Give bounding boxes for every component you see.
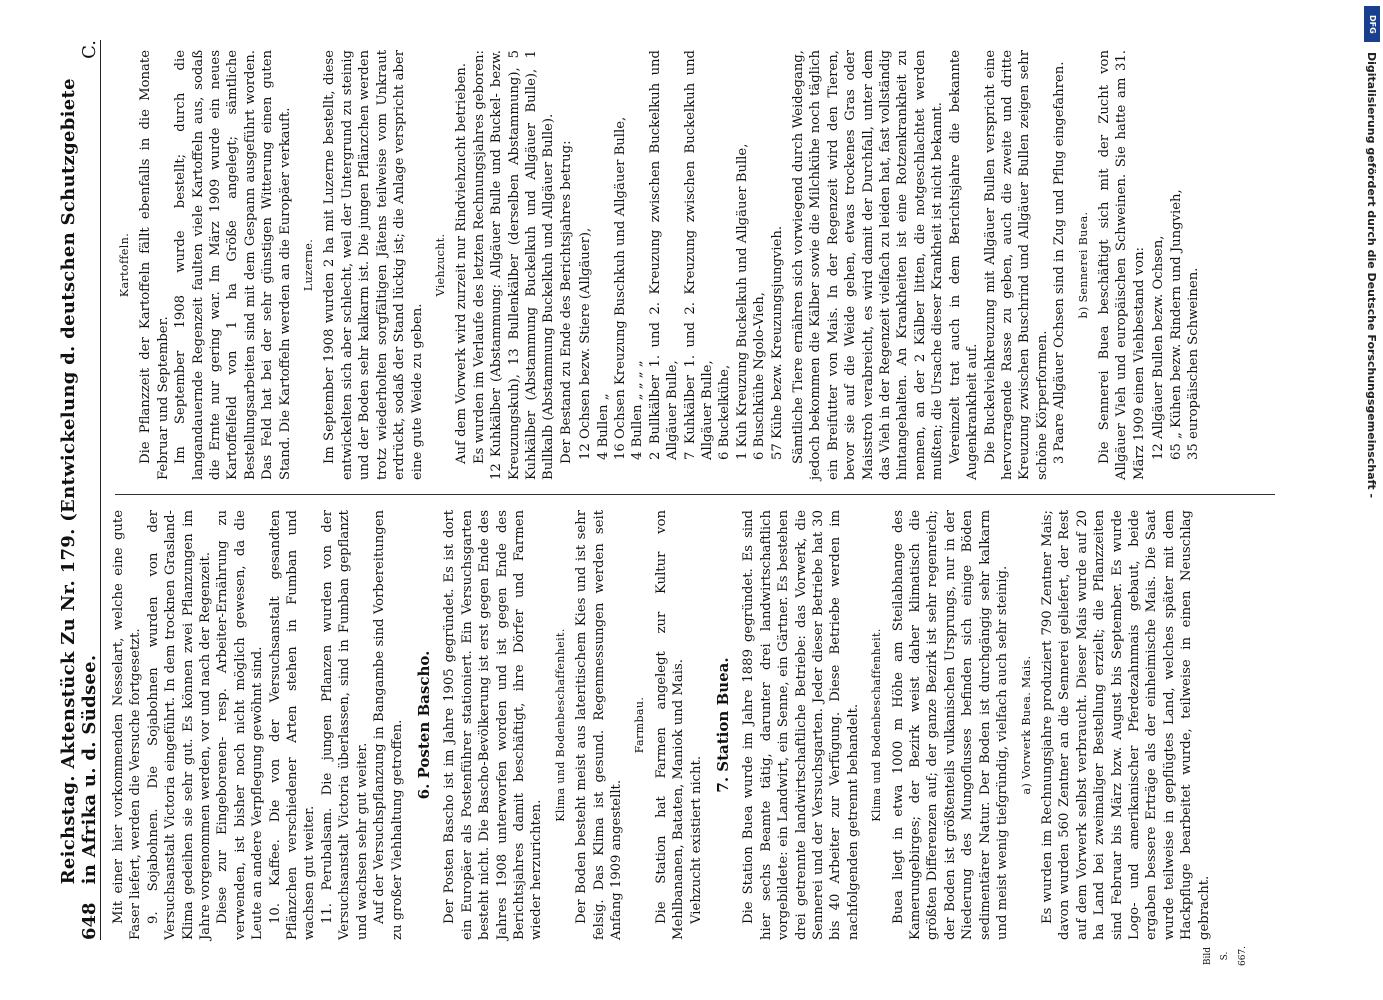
list-item: 16 Ochsen Kreuzung Buschkuh und Allgäuer Bulle, (612, 116, 628, 460)
subheading: Klima und Bodenbeschaffenheit. (870, 628, 884, 822)
paragraph: Vereinzelt trat auch in dem Berichtsjahre die bekannte Augenkrankheit auf. (947, 50, 981, 480)
section-heading: 6. Posten Bascho. (414, 650, 433, 800)
list-item: 7 Kuhkälber 1. und 2. Kreuzung zwischen Buckelkuh und Allgäuer Bulle, (682, 50, 715, 460)
paragraph: Die Station Buea wurde im Jahre 1889 gegründet. Es sind hier sechs Beamte tätig, darunter drei landwirtschaftlich vorgebildete: ein Landwirt, ein Senne, ein Gärtner. Es bestehen drei getrennte landwirtschaftliche Betriebe: das Vorwerk, die Sennerei und der Versuchsgarten. Jeder dieser Betriebe hat 30 bis 40 Arbeiter zur Verfügung. Diese Betriebe werden im nachfolgenden getrennt behandelt. (741, 510, 861, 940)
paragraph: Auf der Versuchspflanzung in Bangambe sind Vorbereitungen zu großer Viehhaltung getroffen. (372, 510, 405, 940)
subheading: a) Vorwerk Buea. Mais. (1019, 655, 1033, 795)
digitization-note (1362, 8, 1380, 992)
list-item: 6 Buschkühe Ngolo-Vieh, (752, 292, 768, 460)
paragraph: Der Posten Bascho ist im Jahre 1905 gegründet. Es ist dort ein Europäer als Postenführer stationiert. Ein Versuchsgarten besteht nicht. Die Bascho-Bevölkerung ist erst gegen Ende des Jahres 1908 unterworfen worden und ist gegen Ende des Berichtsjahres damit beschäftigt, ihre Dörfer und Farmen wieder herzurichten. (442, 510, 545, 940)
paragraph: Der Bestand zu Ende des Berichtsjahres betrug: (558, 140, 574, 464)
subheading: Viehzucht. (433, 233, 447, 297)
paragraph: Im September 1908 wurden 2 ha mit Luzerne bestellt, diese entwickelten sich aber schlecht, weil der Untergrund zu steinig und der Boden sehr kalkarm ist. Die jungen Pflänzchen werden trotz wiederholten sorgfältigen Jätens teilweise vom Unkraut erdrückt, sodaß der Stand lückig ist; die Anlage verspricht aber eine gute Weide zu geben. (322, 50, 425, 480)
subheading: Farmbau. (633, 696, 647, 754)
paragraph: Der Boden besteht meist aus lateritischem Kies und ist sehr felsig. Das Klima ist gesund. Regenmessungen werden seit Anfang 1909 angestellt. (574, 510, 624, 940)
page-header (60, 40, 101, 940)
paragraph: Es wurden im Rechnungsjahre produziert 790 Zentner Mais; davon wurden 560 Zentner an die Sennerei geliefert, der Rest auf dem Vorwerk selbst verbraucht. Dieser Mais wurde auf 20 ha Land bei zweimaliger Bestellung erzielt; die Pflanzzeiten sind Februar bis März bzw. August bis September. Es wurde Logo- und amerikanischer Pferdezahnmais gebaut, beide ergaben bessere Erträge als der einheimische Mais. Die Saat wurde teilweise in gepflügtes Land, welches später mit dem Hackpfluge bearbeitet wurde, teilweise in einen Neuschlag gebracht. (1039, 510, 1212, 940)
paragraph: Es wurden im Verlaufe des letzten Rechnungsjahres geboren: 12 Kuhkälber (Abstammung: Allgäuer Bulle und Buckel- bezw. Kreuzungskuh), 13 Bullenkälber (derselben Abstammung), 5 Kuhkälber (Abstammung Buckelkuh und Allgäuer Bulle), 1 Bullkalb (Abstammung Buckelkuh und Allgäuer Bulle). (471, 50, 557, 480)
section-heading: 7. Station Buea. (714, 657, 732, 793)
list-item: 12 Allgäuer Bullen bezw. Ochsen, (1151, 235, 1167, 460)
left-column (110, 510, 1300, 967)
paragraph: Die Buckelviehkreuzung mit Allgäuer Bullen verspricht eine hervorragende Rasse zu geben, auch die zweite und dritte Kreuzung zwischen Buschrind und Allgäuer Bullen zeigen sehr schöne Körperformen. (982, 50, 1050, 480)
paragraph: Die Sennerei Buea beschäftigt sich mit der Zucht von Allgäuer Vieh und europäischen Schweinen. Sie hatte am 31. März 1909 einen Viehbestand von: (1096, 50, 1147, 480)
sennerei-list (1150, 50, 1202, 460)
livestock-list (577, 50, 786, 460)
digitization-text: Digitalisierung gefördert durch die Deutsche Forschungsgemeinschaft - (1365, 52, 1378, 499)
paragraph: 11. Perubalsam. Die jungen Pflanzen wurden von der Versuchsanstalt Victoria überlassen, sind in Fumban gepflanzt und wachsen sehr gut weiter. (319, 510, 370, 940)
margin-note: Bild S. 667. (1203, 945, 1248, 967)
subheading: b) Sennerei Buea. (1076, 211, 1090, 319)
subheading: Luzerne. (302, 238, 316, 292)
paragraph: Viehzucht existiert nicht. (688, 755, 704, 924)
paragraph: Diese zur Eingeborenen- resp. Arbeiter-Ernährung zu verwenden, ist bisher noch nicht möglich gewesen, da die Leute an andere Verpflegung gewöhnt sind. (215, 510, 266, 940)
column-divider (115, 494, 1275, 495)
page-title: Reichstag. Aktenstück Zu Nr. 179. (Entwickelung d. deutschen Schutzgebiete in Afrika u. d. Südsee. (58, 78, 100, 885)
paragraph: Sämtliche Tiere ernähren sich vorwiegend durch Weidegang, jedoch bekommen die Kälber sowie die Milchkühe noch täglich ein Breifutter von Mais. In der Regenzeit wird den Tieren, bevor sie auf die Weide gehen, etwas trockenes Gras oder Maisstroh verabreicht, es wird damit der Durchfall, unter dem das Vieh in der Regenzeit vielfach zu leiden hat, fast vollständig hintangehalten. An Krankheiten ist eine Rotzenkrankheit zu nennen, an der 2 Kälber litten, die notgeschlachtet werden mußten; die Ursache dieser Krankheit ist nicht bekannt. (791, 50, 946, 480)
list-item: 4 Bullen „ „ „ „ (630, 360, 646, 460)
paragraph: Buea liegt in etwa 1000 m Höhe am Steilabhange des Kamerungebirges; der Bezirk weist daher klimatisch die größten Differenzen auf; der ganze Bezirk ist sehr regenreich; der Boden ist größtenteils vulkanischen Ursprungs, nur in der Niederung des Mungoflusses befinden sich einige Böden sedimentärer Natur. Der Boden ist durchgängig sehr kalkarm und meist wenig tiefgründig, vielfach auch sehr steinig. (890, 510, 1011, 940)
right-column (110, 50, 1300, 480)
paragraph: Im September 1908 wurde bestellt; durch die langandauernde Regenzeit faulten viele Kartoffeln aus, sodaß die Ernte nur gering war. Im März 1909 wurde ein neues Kartoffelfeld von 1 ha Größe angelegt; sämtliche Bestellungsarbeiten sind mit dem Gespann ausgeführt worden. Das Feld hat bei der sehr günstigen Witterung einen guten Stand. Die Kartoffeln werden an die Europäer verkauft. (173, 50, 293, 480)
paragraph: Die Station hat Farmen angelegt zur Kultur von Mehlbananen, Bataten, Maniok und Mais. (653, 510, 687, 940)
page-number: 648 (79, 902, 100, 940)
list-item: 57 Kühe bezw. Kreuzungsjungvieh. (769, 225, 785, 460)
paragraph: 9. Sojabohnen. Die Sojabohnen wurden von der Versuchsanstalt Victoria eingeführt. In dem trocknen Grasland-Klima gedeihen sie sehr gut. Es können zwei Pflanzungen im Jahre vorgenommen werden, vor und nach der Regenzeit. (145, 510, 214, 940)
list-item: 4 Bullen „ (595, 393, 611, 460)
subheading: Kartoffeln. (118, 232, 131, 298)
list-item: 12 Ochsen bezw. Stiere (Allgäuer), (578, 227, 594, 460)
paragraph: 3 Paare Allgäuer Ochsen sind in Zug und Pflug eingefahren. (1052, 61, 1068, 464)
list-item: 6 Buckelkühe, (717, 364, 733, 460)
list-item: 35 europäischen Schweinen. (1185, 267, 1201, 460)
section-letter: C. (79, 40, 100, 59)
subheading: Klima und Bodenbeschaffenheit. (553, 628, 567, 822)
paragraph: Die Pflanzzeit der Kartoffeln fällt ebenfalls in die Monate Februar und September. (138, 50, 171, 480)
paragraph: Auf dem Vorwerk wird zurzeit nur Rindviehzucht betrieben. (454, 63, 470, 464)
paragraph: Mit einer hier vorkommenden Nesselart, welche eine gute Faser liefert, werden die Versuche fortgesetzt. (111, 510, 144, 940)
list-item: 65 „ Kühen bezw. Rindern und Jungvieh, (1168, 189, 1184, 460)
list-item: 1 Kuh Kreuzung Buckelkuh und Allgäuer Bulle, (734, 143, 750, 460)
dfg-logo: DFG (1364, 6, 1380, 42)
list-item: 2 Bullkälber 1. und 2. Kreuzung zwischen Buckelkuh und Allgäuer Bulle, (647, 50, 681, 460)
paragraph: 10. Kaffee. Die von der Versuchsanstalt gesandten Pflänzchen verschiedener Arten stehen in Fumban und wachsen gut weiter. (267, 510, 318, 940)
